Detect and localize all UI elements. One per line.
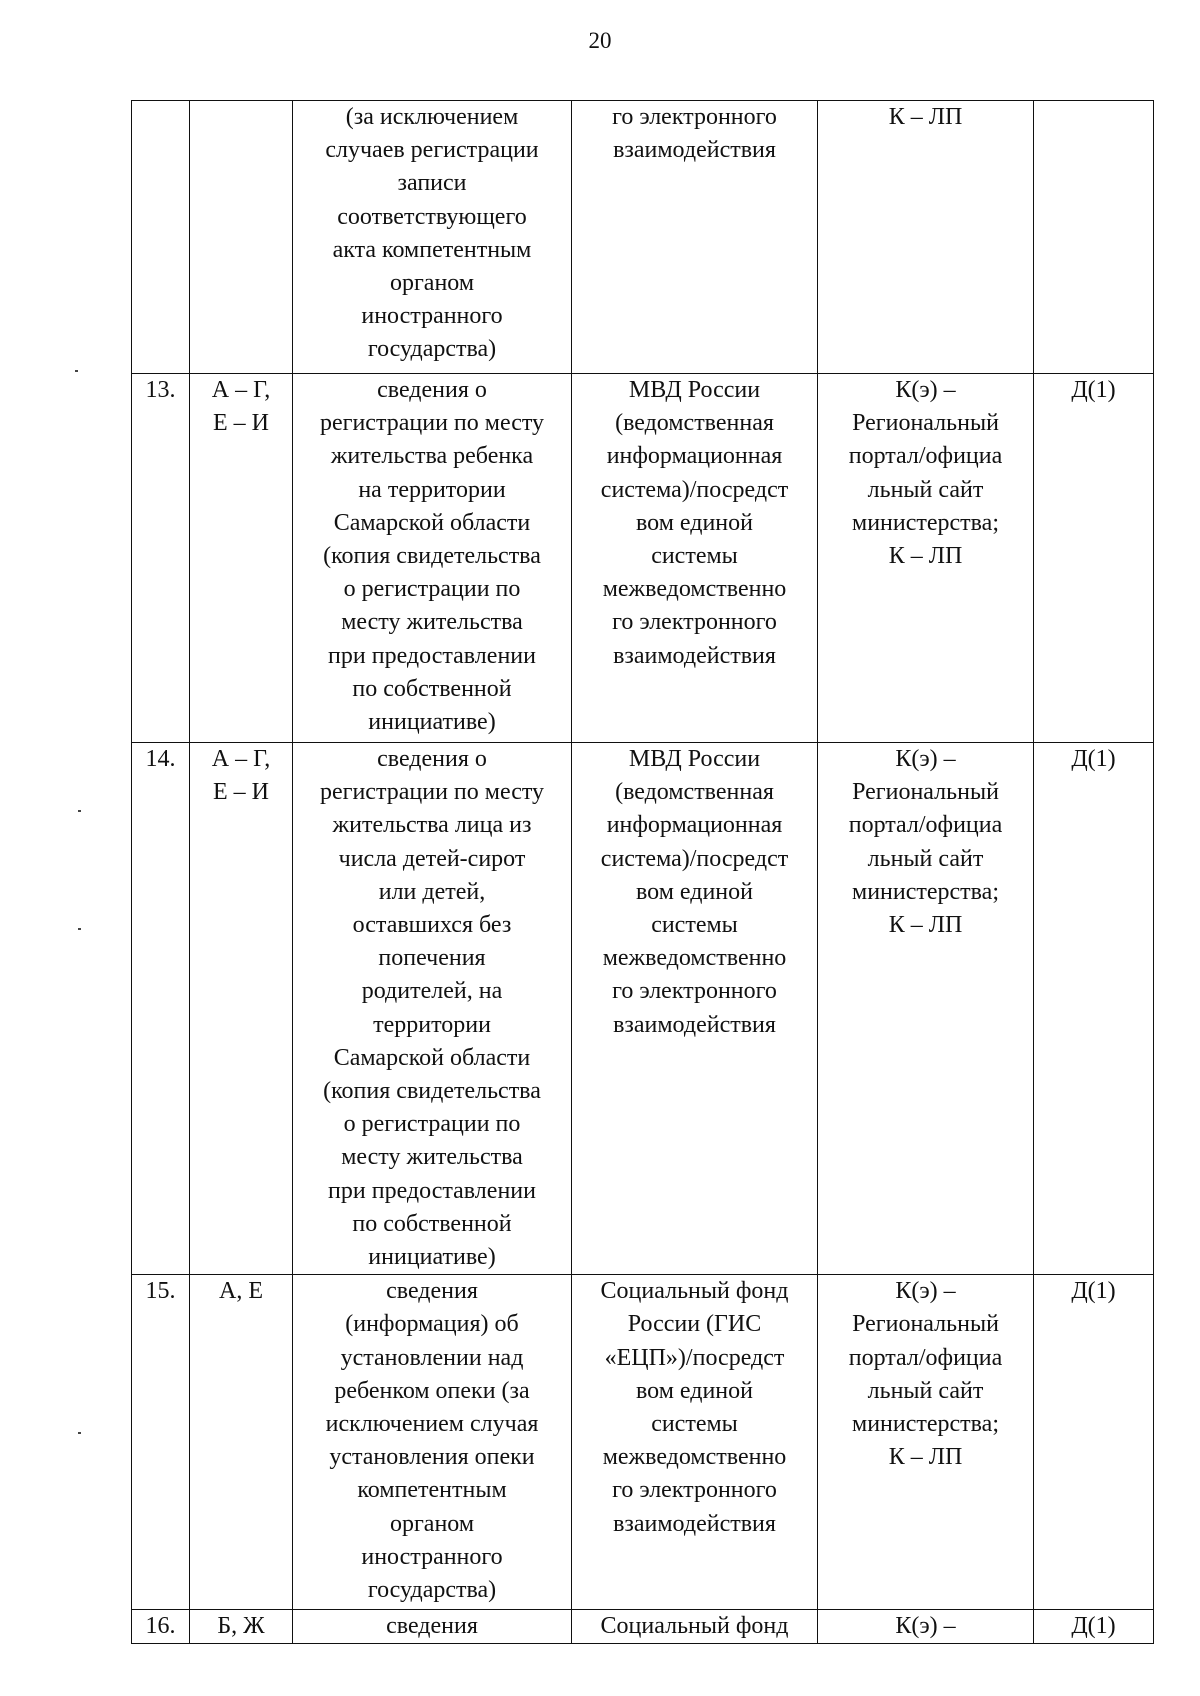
document-cell: сведения о регистрации по месту жительства ребенка на территории Самарской области (копия свидетельства о регистрации по месту жительства при предоставлении по собственной инициативе) <box>293 374 572 743</box>
scan-speck <box>78 1432 81 1434</box>
method-cell: К(э) – Региональный портал/официа льный сайт министерства; К – ЛП <box>818 374 1034 743</box>
type-cell: Д(1) <box>1034 743 1154 1275</box>
type-cell <box>1034 101 1154 374</box>
categories-cell: А, Е <box>190 1275 293 1610</box>
row-number-cell: 14. <box>132 743 190 1275</box>
categories-cell: А – Г, Е – И <box>190 743 293 1275</box>
table-row <box>132 1275 1154 1610</box>
document-cell: сведения (информация) об установлении над ребенком опеки (за исключением случая установления опеки компетентным органом иностранного государства) <box>293 1275 572 1610</box>
categories-cell: Б, Ж <box>190 1610 293 1644</box>
source-cell: Социальный фонд <box>572 1610 818 1644</box>
document-cell: сведения о регистрации по месту жительства лица из числа детей-сирот или детей, оставшихся без попечения родителей, на территории Самарской области (копия свидетельства о регистрации по месту жительства при предоставлении по собственной инициативе) <box>293 743 572 1275</box>
table-row <box>132 1610 1154 1644</box>
type-cell: Д(1) <box>1034 1610 1154 1644</box>
scan-speck <box>78 928 81 930</box>
document-table <box>131 100 1154 1644</box>
source-cell: МВД России (ведомственная информационная система)/посредст вом единой системы межведомственно го электронного взаимодействия <box>572 743 818 1275</box>
row-number-cell: 16. <box>132 1610 190 1644</box>
row-number-cell: 13. <box>132 374 190 743</box>
document-cell: (за исключением случаев регистрации записи соответствующего акта компетентным органом иностранного государства) <box>293 101 572 374</box>
scan-speck <box>78 810 81 812</box>
source-cell: го электронного взаимодействия <box>572 101 818 374</box>
document-cell: сведения <box>293 1610 572 1644</box>
method-cell: К – ЛП <box>818 101 1034 374</box>
method-cell: К(э) – Региональный портал/официа льный сайт министерства; К – ЛП <box>818 743 1034 1275</box>
table-row <box>132 101 1154 374</box>
row-number-cell: 15. <box>132 1275 190 1610</box>
table-row <box>132 374 1154 743</box>
type-cell: Д(1) <box>1034 374 1154 743</box>
categories-cell: А – Г, Е – И <box>190 374 293 743</box>
categories-cell <box>190 101 293 374</box>
source-cell: Социальный фонд России (ГИС «ЕЦП»)/посредст вом единой системы межведомственно го электронного взаимодействия <box>572 1275 818 1610</box>
scan-speck <box>75 370 78 372</box>
page-number: 20 <box>588 28 612 53</box>
table-row <box>132 743 1154 1275</box>
type-cell: Д(1) <box>1034 1275 1154 1610</box>
row-number-cell <box>132 101 190 374</box>
source-cell: МВД России (ведомственная информационная система)/посредст вом единой системы межведомственно го электронного взаимодействия <box>572 374 818 743</box>
method-cell: К(э) – <box>818 1610 1034 1644</box>
method-cell: К(э) – Региональный портал/официа льный сайт министерства; К – ЛП <box>818 1275 1034 1610</box>
